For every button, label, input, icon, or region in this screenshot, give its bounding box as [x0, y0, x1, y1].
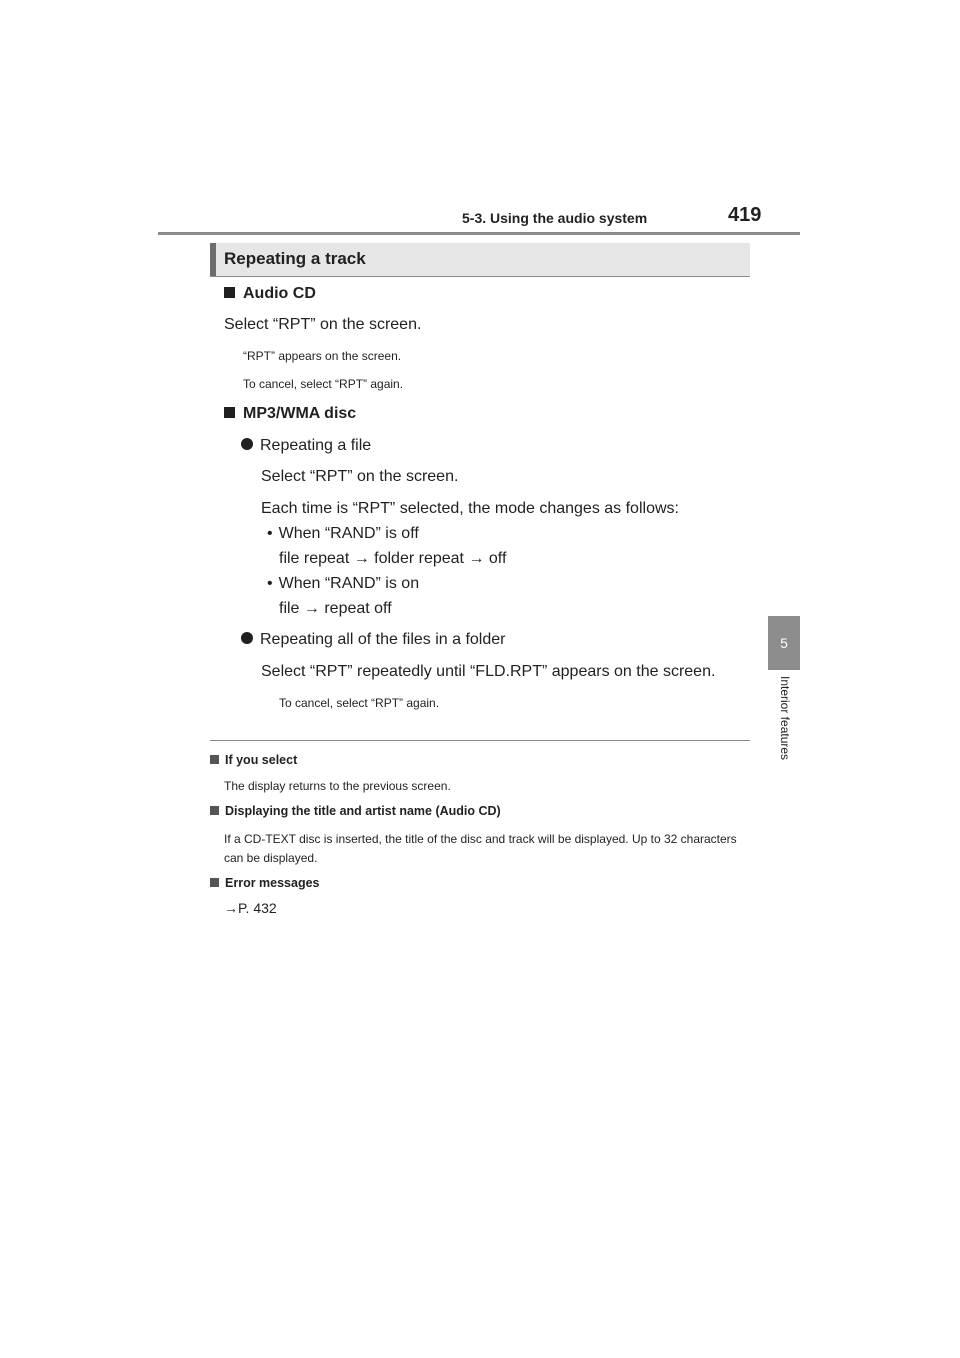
header-rule: [158, 232, 800, 235]
note-link-error-messages[interactable]: →P. 432: [224, 900, 277, 916]
rand-off-case: • When “RAND” is off: [267, 525, 419, 542]
section-rule: [210, 276, 750, 277]
file-repeat-instruction: Select “RPT” on the screen.: [261, 468, 459, 485]
circle-bullet-icon: [241, 438, 253, 450]
square-bullet-icon: [210, 755, 219, 764]
file-repeat-mode-text: Each time is “RPT” selected, the mode changes as follows:: [261, 500, 679, 517]
chapter-tab[interactable]: [768, 616, 800, 670]
section-title: Repeating a track: [224, 249, 366, 268]
page-number: 419: [728, 204, 762, 226]
square-bullet-icon: [210, 806, 219, 815]
header-section-title: 5-3. Using the audio system: [462, 210, 648, 226]
audio-cd-note-1: “RPT” appears on the screen.: [243, 349, 402, 363]
file-repeat-bullet: Repeating a file: [241, 437, 371, 455]
folder-repeat-note: To cancel, select “RPT” again.: [279, 696, 440, 710]
audio-cd-heading: Audio CD: [224, 285, 316, 303]
audio-cd-instruction: Select “RPT” on the screen.: [224, 316, 422, 333]
rand-on-sequence: file → repeat off: [279, 600, 392, 617]
rand-on-case: • When “RAND” is on: [267, 575, 420, 592]
square-bullet-icon: [224, 287, 235, 298]
square-bullet-icon: [210, 878, 219, 887]
circle-bullet-icon: [241, 632, 253, 644]
notes-divider: [210, 740, 750, 741]
note-body-title-artist: If a CD-TEXT disc is inserted, the title of the disc and track will be displayed. Up to 32 characters can be displayed.: [224, 832, 737, 865]
section-accent: [210, 243, 216, 276]
note-title-error-messages: Error messages: [210, 876, 320, 890]
mp3-heading: MP3/WMA disc: [224, 405, 356, 423]
note-title-title-artist: Displaying the title and artist name (Audio CD): [210, 804, 501, 818]
square-bullet-icon: [224, 407, 235, 418]
folder-repeat-bullet: Repeating all of the files in a folder: [241, 631, 505, 649]
chapter-tab-label: Interior features: [778, 676, 792, 761]
audio-cd-note-2: To cancel, select “RPT” again.: [243, 377, 404, 391]
folder-repeat-instruction: Select “RPT” repeatedly until “FLD.RPT” appears on the screen.: [261, 663, 716, 680]
chapter-tab-number: 5: [780, 635, 788, 651]
section-header: [210, 243, 750, 276]
note-title-if-you-select: If you select: [210, 753, 297, 767]
note-body-if-you-select: The display returns to the previous screen.: [224, 779, 451, 793]
rand-off-sequence: file repeat → folder repeat → off: [279, 550, 507, 567]
